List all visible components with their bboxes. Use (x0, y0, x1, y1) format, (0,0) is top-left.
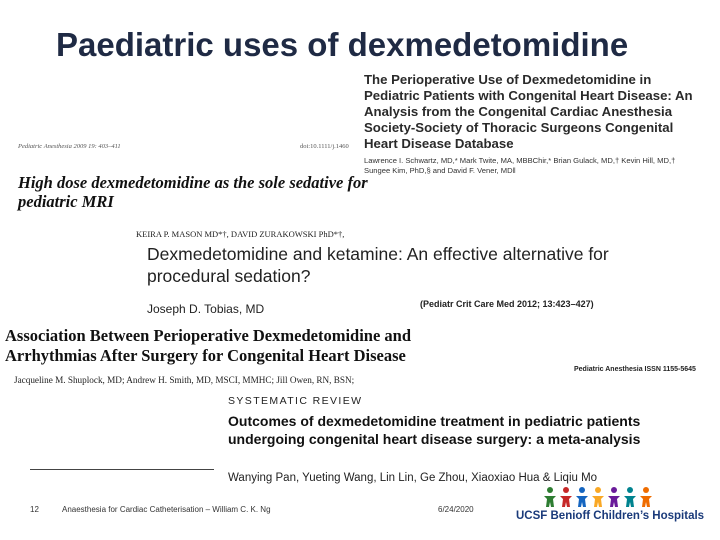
child-figure-head (547, 487, 553, 493)
child-figure-body (608, 496, 620, 507)
paper-4-title: Association Between Perioperative Dexmedetomidine and Arrhythmias After Surgery for Congenital Heart Disease (5, 326, 412, 365)
child-figure-body (576, 496, 588, 507)
child-figure-head (563, 487, 569, 493)
footer-divider (30, 469, 214, 470)
paper-5-authors: Wanying Pan, Yueting Wang, Lin Lin, Ge Zhou, Xiaoxiao Hua & Liqiu Mo (228, 472, 598, 484)
child-figure-head (627, 487, 633, 493)
paper-5-label: SYSTEMATIC REVIEW (228, 395, 363, 407)
footer-date: 6/24/2020 (438, 505, 474, 514)
paper-2-doi: doi:10.1111/j.1460 (300, 143, 349, 150)
children-figures-icon (542, 486, 662, 508)
paper-2-title: High dose dexmedetomidine as the sole sedative for pediatric MRI (18, 173, 368, 211)
child-figure-head (579, 487, 585, 493)
paper-3-author: Joseph D. Tobias, MD (147, 302, 265, 316)
paper-2-journal-header: Pediatric Anesthesia 2009 19: 403–411 (18, 143, 121, 150)
child-figure-body (592, 496, 604, 507)
slide-title: Paediatric uses of dexmedetomidine (56, 26, 629, 63)
paper-3-title: Dexmedetomidine and ketamine: An effective alternative for procedural sedation? (147, 244, 609, 286)
paper-5-title: Outcomes of dexmedetomidine treatment in pediatric patients undergoing congenital heart disease surgery: a meta-analysis (228, 413, 641, 447)
ucsf-logo (512, 486, 712, 530)
logo-text: UCSF Benioff Children’s Hospitals (516, 510, 705, 522)
page-number: 12 (30, 505, 39, 514)
paper-3-citation: (Pediatr Crit Care Med 2012; 13:423–427) (420, 299, 594, 309)
child-figure-body (624, 496, 636, 507)
child-figure-body (640, 496, 652, 507)
child-figure-body (560, 496, 572, 507)
paper-2-authors: KEIRA P. MASON MD*†, DAVID ZURAKOWSKI PhD*†, (136, 229, 345, 239)
child-figure-body (544, 496, 556, 507)
child-figure-head (611, 487, 617, 493)
child-figure-head (643, 487, 649, 493)
footer-text: Anaesthesia for Cardiac Catheterisation – William C. K. Ng (62, 505, 271, 514)
paper-4-citation: Pediatric Anesthesia ISSN 1155-5645 (574, 366, 696, 373)
paper-4-authors: Jacqueline M. Shuplock, MD; Andrew H. Smith, MD, MSCI, MMHC; Jill Owen, RN, BSN; (14, 375, 355, 385)
paper-1-title: The Perioperative Use of Dexmedetomidine in Pediatric Patients with Congenital Heart Disease: An Analysis from the Congenital Cardiac Anesthesia Society-Society of Thoracic Surgeons Congenital Heart Disease Database (364, 72, 693, 151)
paper-1-authors: Lawrence I. Schwartz, MD,* Mark Twite, MA, MBBChir,* Brian Gulack, MD,† Kevin Hill, MD,† Sungee Kim, PhD,§ and David F. Vener, MD‖ (364, 156, 676, 175)
child-figure-head (595, 487, 601, 493)
